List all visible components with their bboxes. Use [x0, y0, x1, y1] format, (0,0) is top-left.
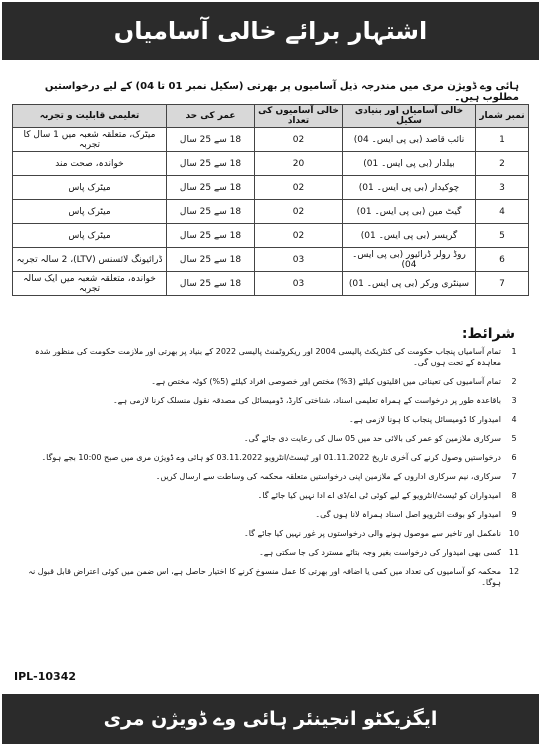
cell-age: 18 سے 25 سال [167, 248, 255, 272]
conditions-list [14, 346, 527, 596]
ipl-number: IPL-10342 [14, 670, 76, 683]
condition-number: 3 [511, 396, 517, 405]
condition-text: سرکاری، نیم سرکاری اداروں کے ملازمین اپنی درخواستیں متعلقہ محکمہ کی وساطت سے ارسال کریں۔ [155, 472, 501, 481]
condition-number: 6 [511, 453, 517, 462]
footer-title: ایگزیکٹو انجینئر ہائی وے ڈویژن مری [103, 708, 438, 730]
cell-post: سینٹری ورکر (بی پی ایس۔ 01) [343, 272, 476, 296]
cell-serial: 5 [476, 224, 529, 248]
col-age: عمر کی حد [167, 105, 255, 128]
cell-qualification: میٹرک پاس [13, 224, 167, 248]
condition-item [14, 376, 527, 387]
intro-text: ہائی وے ڈویژن مری میں مندرجہ ذیل آسامیوں پر بھرتی (سکیل نمبر 01 تا 04) کے لیے درخواستیں مطلوب ہیں۔ [44, 81, 519, 103]
condition-number: 11 [508, 548, 520, 557]
cell-serial: 6 [476, 248, 529, 272]
table-row [13, 272, 529, 296]
cell-qualification: ڈرائیونگ لائسنس (LTV)، 2 سالہ تجربہ [13, 248, 167, 272]
cell-age: 18 سے 25 سال [167, 272, 255, 296]
header-title: اشتہار برائے خالی آسامیاں [113, 17, 428, 45]
cell-post: بیلدار (بی پی ایس۔ 01) [343, 152, 476, 176]
cell-count: 20 [255, 152, 343, 176]
col-serial: نمبر شمار [476, 105, 529, 128]
cell-age: 18 سے 25 سال [167, 176, 255, 200]
condition-item [14, 509, 527, 520]
condition-text: محکمہ کو آسامیوں کی تعداد میں کمی یا اضافہ اور بھرتی کا عمل منسوخ کرنے کا اختیار حاصل ہے، اس ضمن میں کوئی اعتراض قابل قبول نہ ہوگا۔ [28, 567, 501, 587]
cell-count: 02 [255, 176, 343, 200]
condition-item [14, 433, 527, 444]
condition-text: امیدواران کو ٹیسٹ/انٹرویو کے لیے کوئی ٹی اے/ڈی اے ادا نہیں کیا جائے گا۔ [257, 491, 501, 500]
condition-number: 5 [511, 434, 517, 443]
table-row [13, 152, 529, 176]
cell-post: نائب قاصد (بی پی ایس۔ 04) [343, 128, 476, 152]
condition-number: 9 [511, 510, 517, 519]
col-qualification: تعلیمی قابلیت و تجربہ [13, 105, 167, 128]
condition-text: درخواستیں وصول کرنے کی آخری تاریخ 01.11.2022 اور ٹیسٹ/انٹرویو 03.11.2022 کو ہائی وے ڈویژن مری میں صبح 10:00 بجے ہوگا۔ [41, 453, 501, 462]
condition-item [14, 395, 527, 406]
cell-post: گیٹ مین (بی پی ایس۔ 01) [343, 200, 476, 224]
cell-count: 02 [255, 128, 343, 152]
col-post: خالی آسامیاں اور بنیادی سکیل [343, 105, 476, 128]
cell-qualification: خواندہ، صحت مند [13, 152, 167, 176]
cell-qualification: خواندہ، متعلقہ شعبہ میں ایک سالہ تجربہ [13, 272, 167, 296]
footer-banner [2, 694, 539, 744]
table-row [13, 248, 529, 272]
condition-text: تمام آسامیوں کی تعیناتی میں اقلیتوں کیلئے (3%) مختص اور خصوصی افراد کیلئے (5%) کوٹہ مختص ہے۔ [151, 377, 501, 386]
cell-post: گریسر (بی پی ایس۔ 01) [343, 224, 476, 248]
condition-number: 10 [508, 529, 520, 538]
table-row [13, 128, 529, 152]
cell-post: چوکیدار (بی پی ایس۔ 01) [343, 176, 476, 200]
cell-qualification: میٹرک، متعلقہ شعبہ میں 1 سال کا تجربہ [13, 128, 167, 152]
col-count: خالی آسامیوں کی تعداد [255, 105, 343, 128]
condition-item [14, 452, 527, 463]
condition-item [14, 528, 527, 539]
condition-text: امیدوار کا ڈومیسائل پنجاب کا ہونا لازمی ہے۔ [348, 415, 501, 424]
condition-text: کسی بھی امیدوار کی درخواست بغیر وجہ بتائے مسترد کی جا سکتی ہے۔ [259, 548, 501, 557]
table-row [13, 224, 529, 248]
condition-text: نامکمل اور تاخیر سے موصول ہونے والی درخواستوں پر غور نہیں کیا جائے گا۔ [244, 529, 501, 538]
cell-post: روڈ رولر ڈرائیور (بی پی ایس۔ 04) [343, 248, 476, 272]
condition-text: امیدوار کو بوقت انٹرویو اصل اسناد ہمراہ لانا ہوں گی۔ [315, 510, 501, 519]
table-row [13, 176, 529, 200]
cell-serial: 3 [476, 176, 529, 200]
conditions-title: شرائط: [461, 326, 515, 342]
condition-item [14, 547, 527, 558]
condition-item [14, 490, 527, 501]
condition-number: 4 [511, 415, 517, 424]
table-header-row [13, 105, 529, 128]
cell-age: 18 سے 25 سال [167, 200, 255, 224]
cell-serial: 7 [476, 272, 529, 296]
cell-serial: 2 [476, 152, 529, 176]
cell-age: 18 سے 25 سال [167, 224, 255, 248]
condition-text: تمام آسامیاں پنجاب حکومت کی کنٹریکٹ پالیسی 2004 اور ریکروٹمنٹ پالیسی 2022 کے بنیاد پر بھرتی اور ملازمت حکومت کی منظور شدہ معاہدہ کے تحت ہوں گی۔ [34, 347, 501, 367]
condition-item [14, 414, 527, 425]
cell-count: 02 [255, 200, 343, 224]
vacancies-table [12, 104, 529, 296]
cell-count: 03 [255, 248, 343, 272]
cell-age: 18 سے 25 سال [167, 128, 255, 152]
condition-text: سرکاری ملازمین کو عمر کی بالائی حد میں 05 سال کی رعایت دی جائے گی۔ [243, 434, 501, 443]
condition-number: 2 [511, 377, 517, 386]
condition-text: باقاعدہ طور پر درخواست کے ہمراہ تعلیمی اسناد، شناختی کارڈ، ڈومیسائل کی مصدقہ نقول منسلک کرنا لازمی ہے۔ [112, 396, 501, 405]
cell-age: 18 سے 25 سال [167, 152, 255, 176]
cell-count: 03 [255, 272, 343, 296]
condition-number: 1 [511, 347, 517, 356]
table-row [13, 200, 529, 224]
cell-qualification: میٹرک پاس [13, 176, 167, 200]
cell-serial: 4 [476, 200, 529, 224]
condition-item [14, 346, 527, 368]
condition-item [14, 566, 527, 588]
condition-number: 8 [511, 491, 517, 500]
cell-qualification: میٹرک پاس [13, 200, 167, 224]
condition-number: 7 [511, 472, 517, 481]
condition-item [14, 471, 527, 482]
cell-count: 02 [255, 224, 343, 248]
header-banner [2, 2, 539, 60]
cell-serial: 1 [476, 128, 529, 152]
condition-number: 12 [508, 567, 520, 576]
